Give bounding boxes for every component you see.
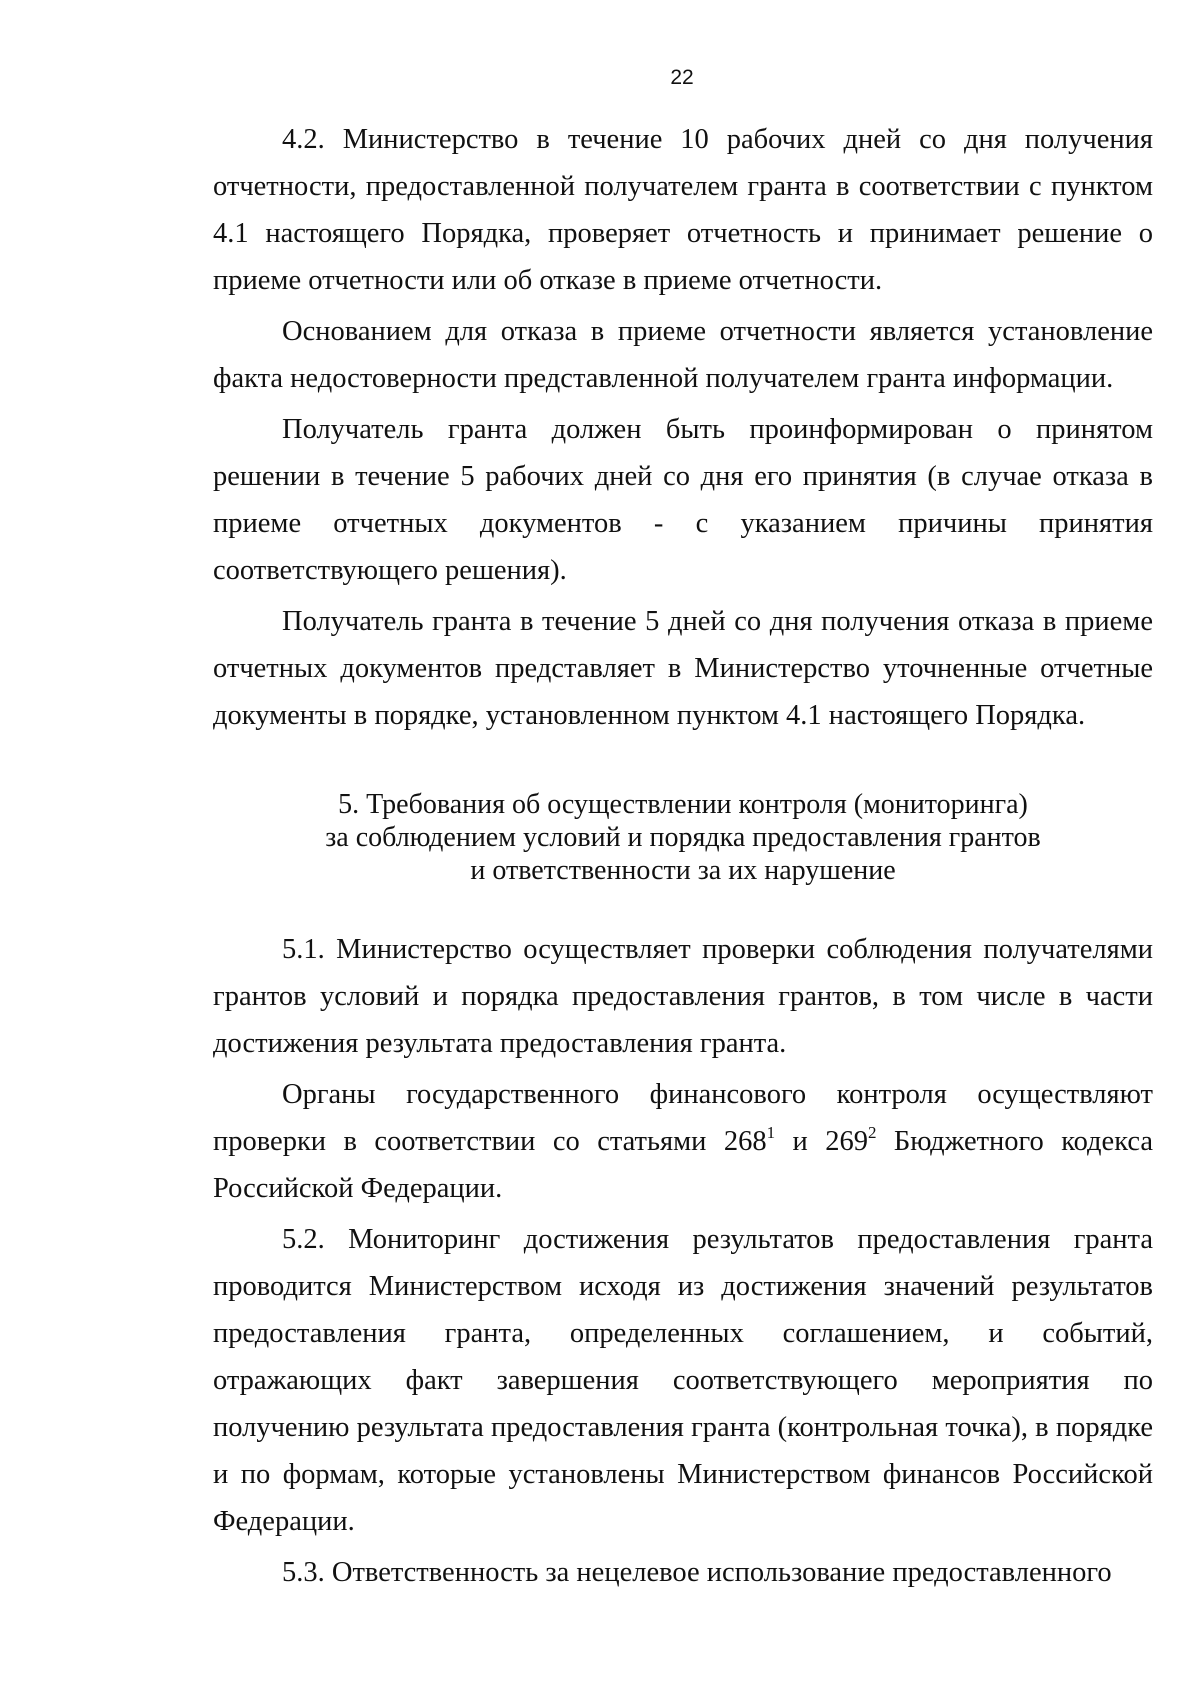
paragraph-5-2: 5.2. Мониторинг достижения результатов предоставления гранта проводится Министерством исходя из достижения значений результатов предоставления гранта, определенных соглашением, и событий, отражающих факт завершения соответствующего мероприятия по получению результата предоставления гранта (контрольная точка), в порядке и по формам, которые установлены Министерством финансов Российской Федерации. <box>213 1224 1153 1537</box>
financial-control-text-1: Органы государственного финансового контроля осуществляют проверки в соответствии со статьями 268 <box>213 1079 1153 1157</box>
superscript-2: 2 <box>867 1122 877 1142</box>
paragraph-financial-control <box>213 1071 1153 1212</box>
paragraph-5-1: 5.1. Министерство осуществляет проверки соблюдения получателями грантов условий и порядка предоставления грантов, в том числе в части достижения результата предоставления гранта. <box>213 934 1153 1059</box>
paragraph-corrected-documents: Получатель гранта в течение 5 дней со дня получения отказа в приеме отчетных документов представляет в Министерство уточненные отчетные документы в порядке, установленном пунктом 4.1 настоящего Порядка. <box>213 606 1153 731</box>
superscript-1: 1 <box>766 1122 776 1142</box>
financial-control-text-3: Бюджетного кодекса Российской Федерации. <box>213 1126 1153 1204</box>
section-4-text <box>213 116 1153 739</box>
heading-line-2: за соблюдением условий и порядка предоставления грантов <box>325 822 1041 853</box>
page-number-text: 22 <box>670 66 694 89</box>
paragraph-4-2: 4.2. Министерство в течение 10 рабочих дней со дня получения отчетности, предоставленной получателем гранта в соответствии с пунктом 4.1 настоящего Порядка, проверяет отчетность и принимает решение о приеме отчетности или об отказе в приеме отчетности. <box>213 124 1153 296</box>
section-5-text <box>213 926 1153 1596</box>
section-5-heading <box>213 788 1153 887</box>
heading-line-3: и ответственности за их нарушение <box>470 855 896 886</box>
paragraph-5-3: 5.3. Ответственность за нецелевое использование предоставленного <box>282 1557 1112 1588</box>
financial-control-text-2: и 269 <box>775 1126 868 1157</box>
paragraph-refusal-grounds: Основанием для отказа в приеме отчетности является установление факта недостоверности представленной получателем гранта информации. <box>213 316 1153 394</box>
heading-line-1: 5. Требования об осуществлении контроля (мониторинга) <box>338 789 1028 820</box>
paragraph-recipient-notification: Получатель гранта должен быть проинформирован о принятом решении в течение 5 рабочих дней со дня его принятия (в случае отказа в приеме отчетных документов - с указанием причины принятия соответствующего решения). <box>213 414 1153 586</box>
page-number <box>0 66 1200 90</box>
